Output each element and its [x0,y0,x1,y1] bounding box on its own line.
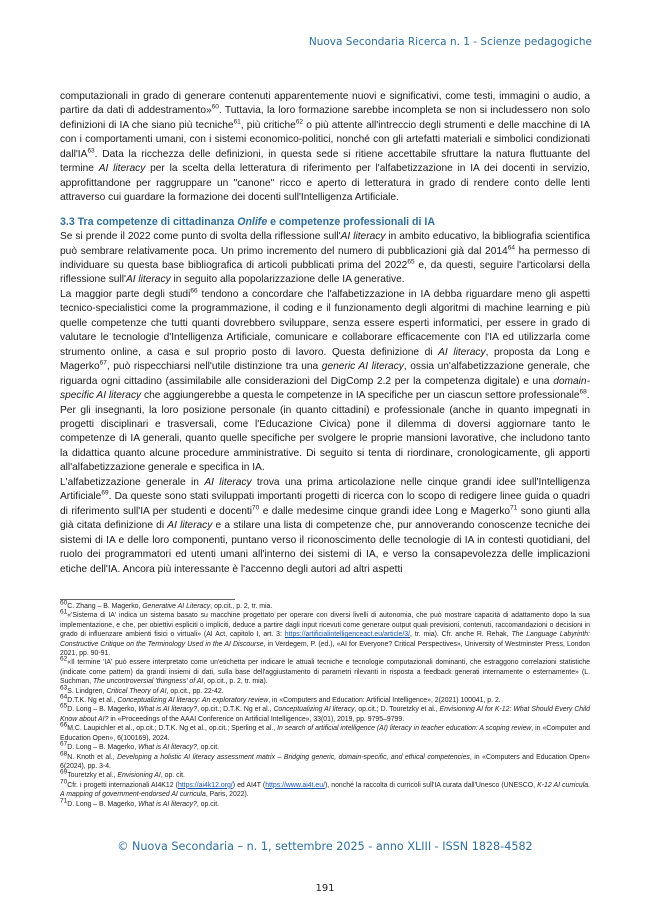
footnote-63 [60,684,590,696]
heading-italic: Onlife [237,215,268,228]
footnote-number: 61 [60,609,68,617]
text: , in «Computers and Education Open» 6(2024), pp. 3-4. [60,753,590,770]
text: D. Long – B. Magerko, [67,800,139,808]
footnote-number: 63 [60,684,68,692]
text: , in Verdegem, P. (ed.), «AI for Everyone? Critical Perspectives», University of Westminster Press, London 2021, pp. 90-91. [60,640,590,658]
italic-term: AI literacy [204,476,252,488]
text: , op.cit., pp. 22-42. [166,687,224,695]
footnote-ref[interactable]: 69 [101,489,109,497]
text: , Paris, 2022). [205,791,249,799]
paragraph-2 [60,230,590,288]
footnote-ref[interactable]: 63 [87,147,95,155]
italic-title: Envisioning AI for K-12: What Should Every Child Know about AI? [60,706,591,723]
text: . Tuttavia, la loro formazione sarebbe incompleta se non si includessero non solo definizioni di IA che siano più tecniche [60,105,590,131]
footnote-number: 67 [60,740,68,748]
footnote-ref[interactable]: 68 [579,388,587,396]
italic-term: AI literacy [438,346,486,358]
text: , op.cit., p. 2, tr. mia. [210,603,273,610]
text: in ambito educativo, la bibliografia scientifica può sembrare relativamente poca. Un primo incremento del numero di pubblicazioni già dal 2014 [60,231,590,257]
text: D. Long – B. Magerko, [67,744,139,752]
text: D. Long – B. Magerko, [67,706,139,714]
text: M.C. Laupichler et al., op.cit.; D.T.K. Ng et al., op.cit.; Sperling et al., [67,725,278,733]
italic-title: The uncontroversial 'thingness' of AI [92,678,204,686]
footnote-number: 62 [60,656,68,664]
footnote-65 [60,705,590,724]
text: C. Zhang – B. Magerko, [67,603,143,610]
text: . [586,390,590,402]
footnote-66 [60,721,590,743]
text: , in «Computers and Education: Artificial Intelligence», 2(2021) 100041, p. 2. [268,697,501,705]
footnote-number: 64 [60,693,68,701]
footnote-ref[interactable]: 70 [252,504,260,512]
footnote-number: 60 [60,599,68,607]
footnote-number: 66 [60,721,68,729]
text: . Data la ricchezza delle definizioni, in questa sede si ritiene accettabile sfruttare la natura fluttuante del termine [60,148,590,175]
italic-title: Conceptualizing AI literacy: An exploratory review [117,697,269,705]
text: ), nonché la raccolta di curricoli sull'IA curata dall'Unesco (UNESCO, [324,781,538,789]
url-link[interactable]: https://ai4k12.org/ [177,781,233,789]
text: e dalle medesime cinque grandi idee Long e Magerko [259,505,511,517]
text: «Il termine 'IA' può essere interpretato come un'etichetta per indicare le attuali tecniche e tecnologie computazionali dominanti, che estraggono correlazioni statistiche (indicate come pattern) da grandi insiemi di dati, sulla base dell'aggiustamento di parametri rilevanti in risposta a feedback generati internamente o esternamente» (L. Suchman, [60,659,590,686]
text: , op.cit., p. 2, tr. mia). [203,678,268,686]
footnotes [60,599,591,809]
italic-title: Conceptualizing AI literacy [273,706,355,714]
paragraph-5 [60,476,590,577]
italic-title: The Language Labyrinth: Constructive Critique on the Terminology Used in the AI Discourse [60,631,590,648]
footnote-60 [60,599,590,611]
text: , op.cit.; D.T.K. Ng et al., [197,706,274,714]
italic-term: domain-specific AI literacy [60,375,590,402]
text: sono giunti alla già citata definizione di [60,505,590,532]
text: , op. cit. [160,772,185,780]
footnote-number: 69 [60,769,68,777]
text: «'Sistema di IA' indica un sistema basato su macchine progettato per operare con diversi livelli di autonomia, che può mostrare capacità di adattamento dopo la sua implementazione, e che, per obiettivi espliciti o impliciti, deduce a partire dagli input ricevuti come generare output quali previsioni, contenuti, raccomandazioni o decisioni in grado di influenzare ambienti fisici o virtuali» (AI Act, capitolo I, art. 3: [60,612,590,639]
text: o più attente all'intreccio degli strumenti e delle macchine di IA con i comportamenti umani, con i sistemi economico-politici, nonché con gli artefatti materiali e simbolici condizionati dall'IA [60,119,591,160]
footnote-62 [60,658,590,686]
text: , tr. mia). Cfr. anche R. Rehak, [410,631,512,639]
text: , in «Computer and Education Open», 6(100169), 2024. [60,725,590,742]
text: che aggiungerebbe a questa le competenze in IA specifiche per un ciascun settore professionale [141,390,580,402]
italic-term: AI literacy [125,274,171,286]
text: La maggior parte degli studi [60,288,191,300]
text: N. Knoth et al., [67,753,118,761]
italic-term: AI literacy [340,231,386,243]
italic-term: generic AI literacy [321,361,404,373]
text: , proposta da Long e Magerko [60,346,590,373]
url-link[interactable]: https://artificialintelligenceact.eu/article/3/ [284,631,411,639]
running-header: Nuova Secondaria Ricerca n. 1 - Scienze pedagogiche [308,36,592,48]
text: , op.cit.; D. Touretzky et al., [354,706,440,714]
url-link[interactable]: https://www.ai4t.eu/ [265,781,325,789]
section-heading [60,215,590,229]
footnote-number: 65 [60,703,68,711]
footnote-ref[interactable]: 64 [507,244,515,252]
footnote-number: 68 [60,750,68,758]
footnote-71 [60,797,590,809]
italic-title: What is AI literacy? [138,744,197,752]
text: per la scelta della letteratura di riferimento per l'alfabetizzazione in IA dei docenti in servizio, approfittandone per raggruppare un "canone" ricco e aperto di letteratura in grado di rendere conto delle lenti attraverso cui guardare la formazione dei docenti sull'Intelligenza Artificiale. [60,163,590,204]
text: in «Proceedings of the AAAI Conference on Artificial Intelligence», 33(01), 2019, pp. 9795–9799. [108,715,405,723]
text: Touretzky et al., [67,772,118,780]
text: computazionali in grado di generare contenuti apparentemente nuovi e significativi, come testi, immagini o audio, a partire da dati di addestramento» [60,91,590,117]
italic-title: Critical Theory of AI [106,687,167,695]
paragraph-1 [60,90,590,206]
page-number: 191 [315,883,335,894]
main-text [60,90,590,577]
journal-footer: © Nuova Secondaria – n. 1, settembre 2025 - anno XLIII - ISSN 1828-4582 [117,840,533,853]
text: , op.cit. [196,800,220,808]
text: L'alfabetizzazione generale in [60,476,205,488]
footnote-ref[interactable]: 60 [211,104,219,112]
heading-text: 3.3 Tra competenze di cittadinanza [60,215,238,228]
text: e a stilare una lista di competenze che, pur annoverando conoscenze tecniche dei sistemi di IA e delle loro componenti, puntano verso il riconoscimento delle tecnologie di IA in contesti quotidiani, del ruolo dei programmatori ed utenti umani all'interno dei sistemi di IA, e verso la consapevolezza delle implicazioni etiche dell'IA. Ancora più interessante è l'accenno degli autori ad altri aspetti [60,520,591,575]
footnote-ref[interactable]: 61 [233,118,241,126]
text: . Da queste sono stati sviluppati importanti progetti di ricerca con lo scopo di redigere linee guida o quadri di riferimento sull'IA per studenti e docenti [60,491,590,517]
text: ) ed AI4T ( [232,781,266,789]
footnote-number: 71 [60,797,68,805]
heading-text: e competenze professionali di IA [267,215,436,228]
text: , op.cit. [196,744,220,752]
footnote-divider [60,599,235,600]
text: tendono a concordare che l'alfabetizzazione in IA debba riguardare meno gli aspetti tecnico-specialistici come la programmazione, il coding e il funzionamento degli algoritmi di machine learning e più quelle competenze che tutti quanti dovrebbero sviluppare, senza essere esperti informatici, per essere in grado di valutare le tecnologie d'Intelligenza Artificiale, comunicare e collaborare efficacemente con l'IA ed utilizzarla come strumento online, a casa e sul proprio posto di lavoro. Questa definizione di [60,288,590,358]
text: Cfr. i progetti internazionali AI4K12 ( [67,781,178,789]
italic-title: K-12 AI curricula. A mapping of government-endorsed AI curricula [60,781,591,799]
footnote-61 [60,611,590,658]
footnote-number: 70 [60,778,68,786]
paragraph-3 [60,288,590,404]
italic-term: AI literacy [167,520,213,532]
footnote-70 [60,778,591,800]
italic-title: What is AI literacy? [138,706,198,714]
footnote-68 [60,750,590,772]
text: , può rispecchiarsi nell'utile distinzione tra una [106,361,322,373]
italic-title: Envisioning AI [117,772,161,780]
footnote-69 [60,771,590,780]
footnote-64 [60,693,590,705]
footnote-ref[interactable]: 62 [295,118,304,126]
text: , più critiche [240,119,296,131]
italic-title: What is AI literacy? [138,800,197,808]
text: D.T.K. Ng et al., [67,697,118,705]
footnote-ref[interactable]: 67 [99,359,107,367]
paragraph-4: Per gli insegnanti, la loro posizione personale (in quanto cittadini) e professionale (anche in quanto impegnati in progetti disciplinari e trasversali, come l'Educazione Civica) pone il dilemma di doversi aggiornare tanto le competenze di IA generali, quanto quelle specifiche per svolgere le proprie mansioni lavorative, che includono tanto la didattica quanto alcune procedure amministrative. Di seguito si tenta di riordinare, cronologicamente, gli apporti all'alfabetizzazione generale e specifica in IA. [60,404,590,474]
text: in seguito alla popolarizzazione delle IA generative. [170,274,405,286]
text: trova una prima articolazione nelle cinque grandi idee sull'Intelligenza Artificiale [60,476,590,503]
footnote-ref[interactable]: 65 [407,258,415,266]
italic-title: In search of artificial intelligence (AI) literacy in teacher education: A scoping review [277,725,532,733]
footnote-ref[interactable]: 71 [510,504,518,512]
text: e, da questi, seguire l'articolarsi della riflessione sull' [60,259,591,286]
footnote-ref[interactable]: 66 [190,287,198,295]
text: ha permesso di individuare su questa base bibliografica di articoli pubblicati prima del 2022 [60,245,590,271]
italic-term: AI literacy [98,163,146,175]
text: S. Lindgren, [67,687,107,695]
italic-title: Developing a holistic AI literacy assessment matrix – Bridging generic, domain-specific, and ethical competencies [117,753,470,761]
text: Se si prende il 2022 come punto di svolta della riflessione sull' [60,231,341,243]
italic-title: Generative AI Literacy [142,603,211,610]
footnote-67 [60,740,590,752]
text: , ossia un'alfabetizzazione generale, che riguarda ogni cittadino (assimilabile alle considerazioni del DigComp 2.2 per la competenza digitale) e una [60,361,590,387]
